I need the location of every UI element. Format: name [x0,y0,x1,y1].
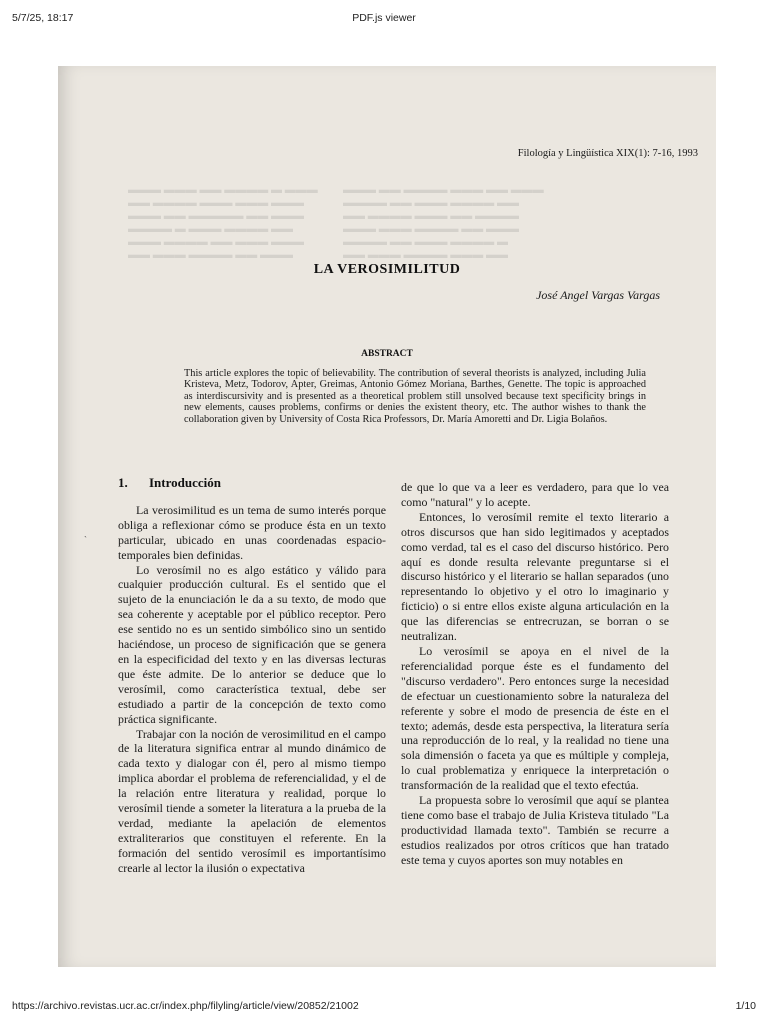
paragraph: La propuesta sobre lo verosímil que aquí se plantea tiene como base el trabajo de Julia Kristeva titulado "La productividad llamada texto". También se recurre a estudios realizados por otros críticos que han tratado este tema y cuyos aportes son muy notables en [401,793,669,867]
show-through-text-left: ▬▬▬ ▬▬▬ ▬▬ ▬▬▬▬ ▬ ▬▬▬ ▬▬ ▬▬▬▬ ▬▬▬ ▬▬▬ ▬▬▬ ▬▬▬ ▬▬ ▬▬▬▬▬ ▬▬ ▬▬▬ ▬▬▬▬ ▬ ▬▬▬ ▬▬▬▬ ▬▬ ▬▬▬ ▬▬▬▬ ▬▬ ▬▬▬ ▬▬▬ ▬▬ ▬▬▬ ▬▬▬▬ ▬▬ ▬▬▬ [128,184,318,261]
browser-print-footer [0,1000,768,1016]
pdf-page [58,66,716,967]
page-url: https://archivo.revistas.ucr.ac.cr/index.php/filyling/article/view/20852/21002 [12,1000,359,1012]
journal-reference: Filología y Lingüística XIX(1): 7-16, 1993 [517,148,698,159]
section-heading [118,476,386,491]
paragraph: Trabajar con la noción de verosimilitud en el campo de la literatura significa entrar al mundo dinámico de cada texto y dialogar con él, pero al mismo tiempo implica abordar el problema de referencialidad, y el de la relación entre literatura y realidad, porque lo verosímil tiende a someter la literatura a la prueba de la verdad, mediante la apelación de elementos extraliterarios que constituyen el referente. En la formación del sentido verosímil es importantísimo crearle al lector la ilusión o expectativa [118,726,386,875]
paragraph: Entonces, lo verosímil remite el texto literario a otros discursos que han sido legitimados y aceptados como verdad, tal es el caso del discurso histórico. Pero aquí es donde resulta relevante preguntarse si el discurso histórico y el literario se hallan separados (uno representando lo objetivo y el otro lo imaginario y ficticio) o si entre ellos existe alguna articulación en la que las diferencias se entrecruzan, se borran o se neutralizan. [401,509,669,644]
section-number: 1. [118,475,128,490]
abstract-text: This article explores the topic of believability. The contribution of several theorists is analyzed, including Julia Kristeva, Metz, Todorov, Apter, Greimas, Antonio Gómez Moriana, Barthes, Genette. The topic is approached as interdiscursivity and is presented as a theoretical problem still unsolved because text specificity brings in new elements, causes problems, confirms or denies the existent theory, etc. The author wishes to thank the collaboration given by University of Costa Rica Professors, Dr. María Amoretti and Dr. Ligia Bolaños. [184,368,646,425]
section-title: Introducción [149,475,221,490]
paragraph: de que lo que va a leer es verdadero, para que lo vea como "natural" y lo acepte. [401,480,669,509]
paragraph: La verosimilitud es un tema de sumo interés porque obliga a reflexionar cómo se produce ésta en un texto particular, ubicado en unas coordenadas espacio-temporales bien definidas. [118,502,386,562]
print-datetime: 5/7/25, 18:17 [12,12,74,24]
column-right [401,480,669,868]
article-author: José Angel Vargas Vargas [536,288,660,302]
browser-print-header [0,12,768,28]
column-left [118,476,386,876]
scan-mark: ` [84,535,87,545]
show-through-text-right: ▬▬▬ ▬▬ ▬▬▬▬ ▬▬▬ ▬▬ ▬▬▬ ▬▬▬▬ ▬▬ ▬▬▬ ▬▬▬▬ ▬▬ ▬▬ ▬▬▬▬ ▬▬▬ ▬▬ ▬▬▬▬ ▬▬▬ ▬▬▬ ▬▬▬▬ ▬▬ ▬▬▬ ▬▬▬▬ ▬▬ ▬▬▬ ▬▬▬▬ ▬ ▬▬ ▬▬▬ ▬▬▬▬ ▬▬▬ ▬▬ [343,184,544,261]
viewer-title: PDF.js viewer [352,12,416,24]
paragraph: Lo verosímil no es algo estático y válido para cualquier producción cultural. Es el sentido que el sujeto de la enunciación le da a su texto, de modo que sea coherente y aceptable por el público receptor. Pero ese sentido no es un sentido simbólico sino un sentido haciéndose, un proceso de significación que se genera en la especificidad del texto y en las diversas lecturas que éste admite. De lo anterior se deduce que lo verosímil, como característica textual, debe ser estudiado a partir de la concepción de texto como práctica significante. [118,562,386,726]
paragraph: Lo verosímil se apoya en el nivel de la referencialidad porque éste es el fundamento del "discurso verdadero". Pero entonces surge la necesidad de efectuar un cuestionamiento sobre la naturaleza del referente y sobre el modo de presencia de éste en el texto; además, desde esta perspectiva, la literatura sería una reproducción de lo real, y la realidad no tiene una sola dimensión o faceta ya que es múltiple y compleja, lo cual problematiza y enriquece la interpretación o transformación de la realidad que el texto efectúa. [401,643,669,793]
abstract-heading: ABSTRACT [361,349,413,359]
page-indicator: 1/10 [735,1000,756,1012]
article-title: LA VEROSIMILITUD [313,262,461,277]
